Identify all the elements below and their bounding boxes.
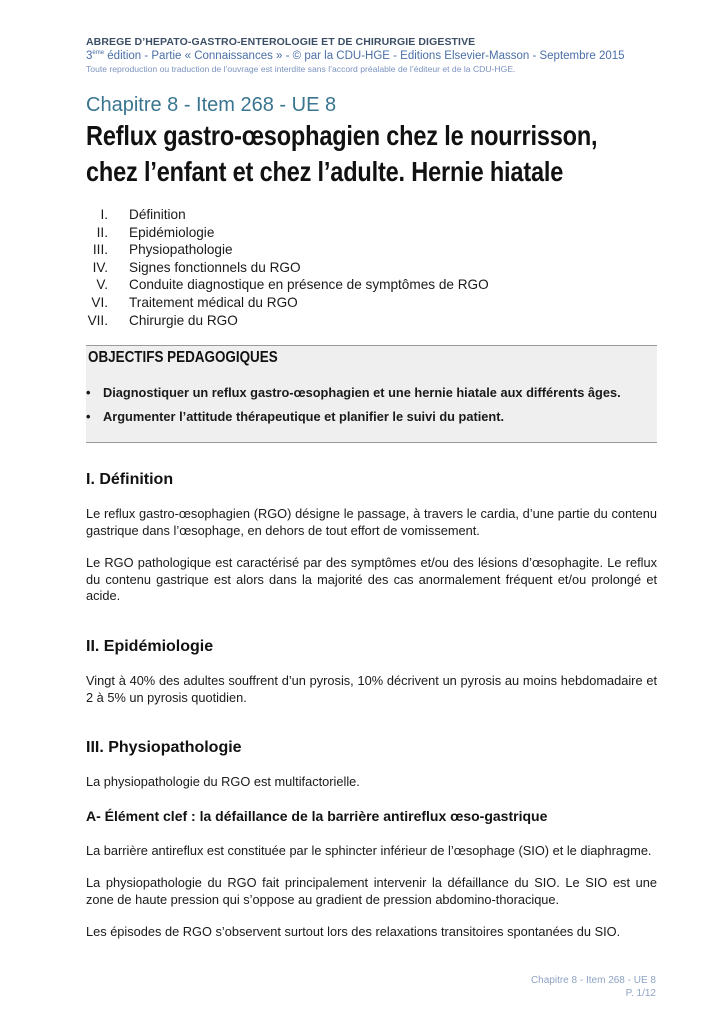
toc-number: VII. xyxy=(87,312,108,328)
toc-number: II. xyxy=(96,224,108,240)
toc-number: VI. xyxy=(91,294,108,310)
paragraph: Vingt à 40% des adultes souffrent d’un pyrosis, 10% décrivent un pyrosis au moins hebdomadaire et 2 à 5% un pyrosis quotidien. xyxy=(86,673,657,705)
toc-item xyxy=(86,206,489,224)
chapter-label: Chapitre 8 - Item 268 - UE 8 xyxy=(86,94,337,116)
toc-label: Physiopathologie xyxy=(129,242,233,258)
objective-text: Diagnostiquer un reflux gastro-œsophagien et une hernie hiatale aux différents âges. xyxy=(103,385,621,400)
page-header xyxy=(86,36,666,74)
page-footer xyxy=(531,974,656,1000)
toc-label: Conduite diagnostique en présence de symptômes de RGO xyxy=(129,277,489,293)
section-heading-epidemiology: II. Epidémiologie xyxy=(86,638,214,655)
toc-label: Epidémiologie xyxy=(129,224,215,240)
bullet: • xyxy=(86,385,91,400)
toc-number: V. xyxy=(96,277,108,293)
page-title xyxy=(86,118,598,190)
section-heading-definition: I. Définition xyxy=(86,471,174,488)
footer-chapter: Chapitre 8 - Item 268 - UE 8 xyxy=(530,975,656,986)
paragraph: La physiopathologie du RGO fait principalement intervenir la défaillance du SIO. Le SIO est une zone de haute pression qui s’oppose au gradient de pression abdomino-thoracique. xyxy=(86,875,657,907)
toc-item xyxy=(86,312,489,330)
toc-item xyxy=(86,241,489,259)
toc-number: IV. xyxy=(92,259,108,275)
paragraph: Le RGO pathologique est caractérisé par des symptômes et/ou des lésions d’œsophagite. Le reflux du contenu gastrique est alors dans la majorité des cas anormalement fréquent et/ou prolongé et acide. xyxy=(86,555,657,604)
paragraph: Le reflux gastro-œsophagien (RGO) désigne le passage, à travers le cardia, d’une partie du contenu gastrique dans l’œsophage, en dehors de tout effort de vomissement. xyxy=(86,506,657,538)
title-line-1: Reflux gastro-œsophagien chez le nourrisson, xyxy=(86,120,598,151)
objective-text: Argumenter l’attitude thérapeutique et planifier le suivi du patient. xyxy=(103,409,505,424)
edition-number: 3 xyxy=(86,50,93,62)
page-number: P. 1/12 xyxy=(625,988,656,999)
section-heading-physiopathology: III. Physiopathologie xyxy=(86,739,242,756)
toc-item xyxy=(86,276,489,294)
subsection-heading: A- Élément clef : la défaillance de la barrière antireflux œso-gastrique xyxy=(86,808,548,824)
toc-item xyxy=(86,294,489,312)
toc-number: III. xyxy=(92,242,108,258)
objectives-title: OBJECTIFS PEDAGOGIQUES xyxy=(88,349,278,366)
title-line-2: chez l’enfant et chez l’adulte. Hernie hiatale xyxy=(86,156,564,187)
edition-text: édition - Partie « Connaissances » - © par la CDU-HGE - Editions Elsevier-Masson - Septembre 2015 xyxy=(104,50,625,62)
table-of-contents xyxy=(86,206,489,329)
objectives-box xyxy=(86,345,657,443)
toc-item xyxy=(86,224,489,242)
bullet: • xyxy=(86,409,91,424)
toc-label: Signes fonctionnels du RGO xyxy=(129,259,301,275)
edition-line xyxy=(86,50,666,62)
toc-item xyxy=(86,259,489,277)
toc-label: Chirurgie du RGO xyxy=(129,312,238,328)
objective-item xyxy=(86,409,504,424)
toc-label: Traitement médical du RGO xyxy=(129,294,298,310)
paragraph: La physiopathologie du RGO est multifactorielle. xyxy=(86,774,360,789)
paragraph: Les épisodes de RGO s’observent surtout lors des relaxations transitoires spontanées du SIO. xyxy=(86,924,621,939)
edition-superscript: ème xyxy=(92,50,105,56)
toc-label: Définition xyxy=(129,207,186,222)
paragraph: La barrière antireflux est constituée par le sphincter inférieur de l’œsophage (SIO) et le diaphragme. xyxy=(86,843,652,858)
toc-number: I. xyxy=(100,207,108,222)
book-title: ABREGE D’HEPATO-GASTRO-ENTEROLOGIE ET DE CHIRURGIE DIGESTIVE xyxy=(86,36,476,48)
rights-notice: Toute reproduction ou traduction de l’ouvrage est interdite sans l’accord préalable de l’éditeur et de la CDU-HGE. xyxy=(86,64,516,74)
objective-item xyxy=(86,385,621,400)
